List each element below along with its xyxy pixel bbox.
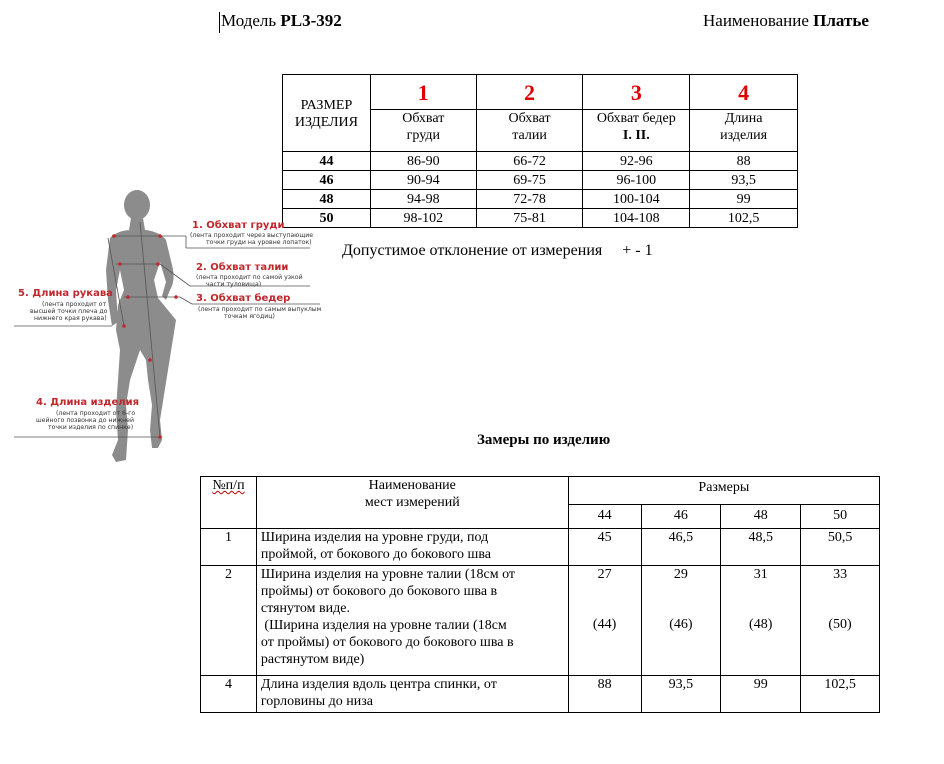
col-number-4: 4 <box>690 75 798 110</box>
measurements-table <box>200 476 880 713</box>
svg-text:5. Длина рукава: 5. Длина рукава <box>18 288 113 299</box>
svg-text:(лента проходит по самым выпук: (лента проходит по самым выпуклым <box>198 306 322 313</box>
size-row: 50 98-102 75-81 104-108 102,5 <box>283 209 798 228</box>
svg-text:части туловища): части туловища) <box>206 281 262 288</box>
size-row: 46 90-94 69-75 96-100 93,5 <box>283 171 798 190</box>
svg-text:шейного позвонка до нижней: шейного позвонка до нижней <box>36 417 134 424</box>
name-heading <box>703 11 869 31</box>
svg-text:точки груди на уровне лопаток): точки груди на уровне лопаток) <box>206 239 312 246</box>
measurements-title: Замеры по изделию <box>477 432 611 448</box>
text-cursor <box>219 12 220 33</box>
label-bust <box>190 219 313 246</box>
model-value: PL3-392 <box>280 11 342 30</box>
svg-text:(лента проходит по самой узкой: (лента проходит по самой узкой <box>196 274 303 281</box>
size-header-44: 44 <box>568 505 641 529</box>
name-label: Наименование <box>703 11 809 30</box>
svg-text:высшей точки плеча до: высшей точки плеча до <box>30 308 108 315</box>
col-header-bust: Обхват груди <box>370 110 476 152</box>
size-row: 48 94-98 72-78 100-104 99 <box>283 190 798 209</box>
size-header-48: 48 <box>721 505 801 529</box>
col-number-1: 1 <box>370 75 476 110</box>
col-number-header: №п/п <box>201 477 257 529</box>
tolerance-text: Допустимое отклонение от измерения <box>342 242 603 259</box>
svg-text:нижнего края рукава): нижнего края рукава) <box>34 315 107 322</box>
tolerance-value: + - 1 <box>622 242 653 259</box>
measurement-row: 1 Ширина изделия на уровне груди, под проймой, от бокового до бокового шва 45 46,5 48,5 50,5 <box>201 529 880 566</box>
model-label: Модель <box>221 11 277 30</box>
col-sizes-header: Размеры <box>568 477 879 505</box>
measurement-row: 4 Длина изделия вдоль центра спинки, от горловины до низа 88 93,5 99 102,5 <box>201 676 880 713</box>
label-hips <box>196 292 322 320</box>
size-header-50: 50 <box>801 505 880 529</box>
col-header-length: Длина изделия <box>690 110 798 152</box>
label-length <box>36 397 139 431</box>
measurement-row: 2 Ширина изделия на уровне талии (18см от проймы) от бокового до бокового шва в стянутом виде. (Ширина изделия на уровне талии (18см от проймы) от бокового до бокового шва в растянутом виде) 27 (44) 29 (46) 31 (48) 33 (50) <box>201 566 880 676</box>
name-value: Платье <box>813 11 869 30</box>
svg-text:точкам ягодиц): точкам ягодиц) <box>224 313 275 320</box>
svg-text:точки изделия по спинке): точки изделия по спинке) <box>48 424 134 431</box>
svg-text:1. Обхват груди: 1. Обхват груди <box>192 220 285 231</box>
svg-text:(лента проходит от: (лента проходит от <box>42 301 107 308</box>
measurement-figure <box>0 180 340 470</box>
label-waist <box>196 261 303 288</box>
label-sleeve <box>18 288 113 322</box>
size-table <box>282 74 798 228</box>
svg-text:4. Длина изделия: 4. Длина изделия <box>36 397 140 408</box>
size-corner-header: РАЗМЕР ИЗДЕЛИЯ <box>283 75 371 152</box>
size-header-46: 46 <box>641 505 721 529</box>
tolerance-note <box>342 242 653 260</box>
col-header-hips: Обхват бедер I. II. <box>583 110 690 152</box>
svg-text:2. Обхват талии: 2. Обхват талии <box>196 262 289 273</box>
col-number-2: 2 <box>476 75 583 110</box>
col-number-3: 3 <box>583 75 690 110</box>
col-header-waist: Обхват талии <box>476 110 583 152</box>
size-row: 44 86-90 66-72 92-96 88 <box>283 152 798 171</box>
col-name-header: Наименование мест измерений <box>256 477 568 529</box>
svg-text:(лента проходит через выступаю: (лента проходит через выступающие <box>190 232 314 239</box>
svg-text:(лента проходит от 6-го: (лента проходит от 6-го <box>56 410 136 417</box>
model-heading <box>221 11 342 31</box>
svg-text:3. Обхват бедер: 3. Обхват бедер <box>196 293 291 304</box>
